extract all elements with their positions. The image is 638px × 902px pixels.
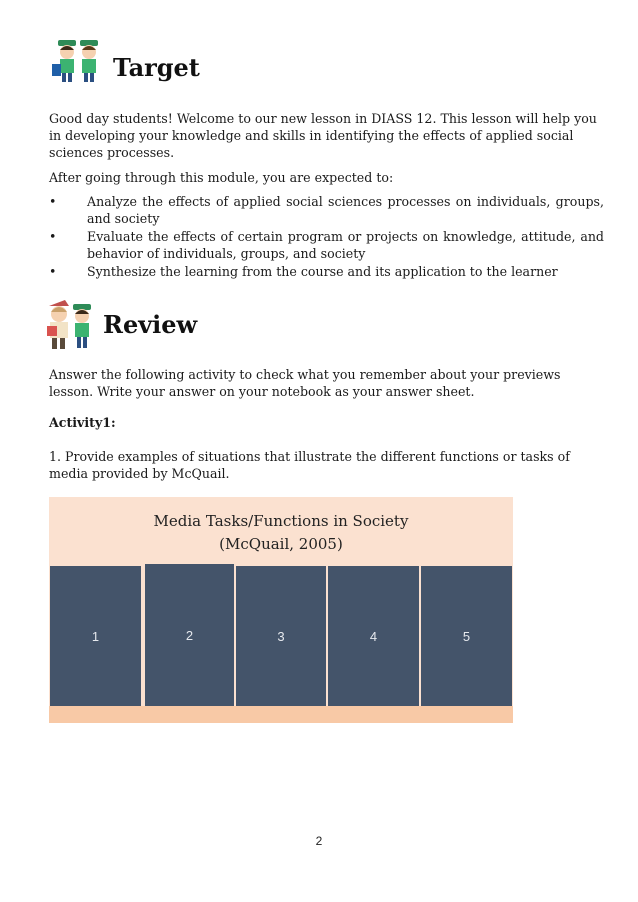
bullet-text: Analyze the effects of applied social sciences processes on individuals, groups, and society — [87, 194, 604, 226]
review-intro: Answer the following activity to check what you remember about your previews lesson. Write your answer on your notebook as your answer sheet. — [49, 367, 561, 399]
target-heading: Target — [113, 53, 200, 82]
review-heading: Review — [103, 310, 198, 339]
function-box-3: 3 — [236, 566, 326, 706]
page-number: 2 — [315, 834, 323, 848]
bullet-text: Evaluate the effects of certain program or projects on knowledge, attitude, and behavior of individuals, groups, and society — [87, 229, 604, 261]
bullet-text: Synthesize the learning from the course and its application to the learner — [87, 264, 558, 279]
activity-label: Activity1: — [49, 415, 116, 430]
function-box-5: 5 — [421, 566, 512, 706]
diagram-banner-bottom — [49, 706, 513, 723]
target-intro: Good day students! Welcome to our new lesson in DIASS 12. This lesson will help you in developing your knowledge and skills in identifying the effects of applied social sciences processes. — [49, 111, 597, 160]
function-box-4: 4 — [328, 566, 419, 706]
diagram-title: Media Tasks/Functions in Society — [153, 512, 409, 530]
diagram-subtitle: (McQuail, 2005) — [219, 535, 343, 553]
function-box-1: 1 — [50, 566, 141, 706]
bullet-glyph: • — [49, 264, 57, 279]
bullet-glyph: • — [49, 229, 57, 244]
target-expect: After going through this module, you are expected to: — [49, 170, 394, 185]
function-box-2: 2 — [145, 564, 234, 706]
bullet-glyph: • — [49, 194, 57, 209]
target-illustration — [52, 38, 104, 84]
review-illustration — [45, 300, 97, 350]
activity-question: 1. Provide examples of situations that illustrate the different functions or tasks of media provided by McQuail. — [49, 449, 570, 481]
list-item — [49, 193, 604, 227]
list-item — [49, 263, 604, 280]
list-item — [49, 228, 604, 262]
